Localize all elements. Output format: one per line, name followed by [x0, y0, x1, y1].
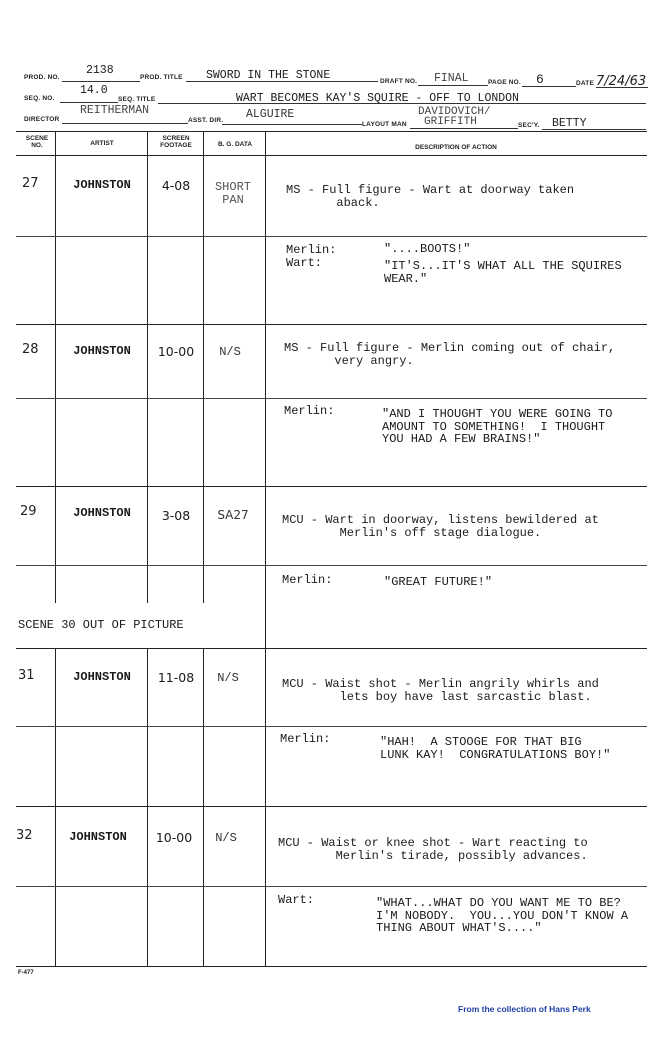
form-number: F-477: [18, 970, 34, 976]
prod-title: SWORD IN THE STONE: [206, 69, 331, 82]
bg-data: SA27: [217, 508, 249, 522]
artist: JOHNSTON: [69, 830, 127, 844]
scene-number: 28: [22, 342, 39, 357]
bg-data: N/S: [217, 671, 239, 685]
scene-number: 27: [22, 176, 39, 191]
artist: JOHNSTON: [73, 344, 131, 358]
dialogue-line: "WHAT...WHAT DO YOU WANT ME TO BE? I'M NOBODY. YOU...YOU DON'T KNOW A THING ABOUT WHAT'S....": [376, 896, 629, 935]
bg-data: N/S: [215, 831, 237, 845]
scene-number: 31: [18, 668, 35, 683]
draft-no: FINAL: [434, 72, 469, 85]
col-artist: ARTIST: [90, 140, 114, 147]
dialogue-line: "GREAT FUTURE!": [384, 575, 493, 589]
dialogue-character: Wart:: [286, 256, 323, 270]
artist: JOHNSTON: [73, 178, 131, 192]
draft-no-label: DRAFT NO.: [380, 78, 418, 85]
prod-no-label: PROD. NO.: [24, 74, 60, 81]
col-description: DESCRIPTION OF ACTION: [415, 144, 497, 151]
layout-man-label: LAYOUT MAN: [362, 121, 407, 128]
action-description: MS - Full figure - Wart at doorway taken aback.: [286, 183, 575, 210]
prod-title-label: PROD. TITLE: [140, 74, 183, 81]
dialogue-line: "IT'S...IT'S WHAT ALL THE SQUIRES WEAR.": [384, 259, 622, 286]
secy: BETTY: [552, 117, 587, 130]
seq-no: 14.0: [80, 84, 108, 97]
dialogue-line: "....BOOTS!": [384, 242, 471, 256]
seq-no-label: SEQ. NO.: [24, 95, 55, 102]
prod-no: 2138: [86, 64, 114, 77]
artist: JOHNSTON: [73, 670, 131, 684]
col-bg-data: B. G. DATA: [217, 141, 253, 148]
action-description: MCU - Wart in doorway, listens bewildered at Merlin's off stage dialogue.: [282, 513, 599, 540]
seq-title: WART BECOMES KAY'S SQUIRE - OFF TO LONDON: [236, 92, 519, 105]
asst-dir: ALGUIRE: [246, 108, 295, 121]
seq-title-label: SEQ. TITLE: [118, 96, 156, 103]
director-label: DIRECTOR: [24, 116, 60, 123]
artist: JOHNSTON: [73, 506, 131, 520]
action-description: MCU - Waist or knee shot - Wart reacting to Merlin's tirade, possibly advances.: [278, 836, 588, 863]
action-description: MCU - Waist shot - Merlin angrily whirls and lets boy have last sarcastic blast.: [282, 677, 599, 704]
dialogue-character: Merlin:: [284, 404, 335, 418]
layout-man-line-1: DAVIDOVICH/: [418, 106, 491, 118]
layout-man-line-2: GRIFFITH: [424, 116, 477, 128]
dialogue-character: Wart:: [278, 893, 315, 907]
screen-footage: 4-08: [161, 178, 191, 193]
page-no-label: PAGE NO.: [488, 79, 521, 86]
asst-dir-label: ASST. DIR.: [188, 117, 224, 124]
bg-data: N/S: [219, 345, 241, 359]
dialogue-line: "HAH! A STOOGE FOR THAT BIG LUNK KAY! CONGRATULATIONS BOY!": [380, 735, 611, 762]
col-screen-footage: SCREEN FOOTAGE: [160, 135, 192, 149]
action-description: MS - Full figure - Merlin coming out of chair, very angry.: [284, 341, 616, 368]
secy-label: SEC'Y.: [518, 122, 540, 129]
dialogue-line: "AND I THOUGHT YOU WERE GOING TO AMOUNT TO SOMETHING! I THOUGHT YOU HAD A FEW BRAINS!": [382, 407, 613, 446]
page-no: 6: [536, 72, 544, 87]
collection-credit: From the collection of Hans Perk: [458, 1004, 591, 1014]
scene-number: 32: [16, 828, 33, 843]
screen-footage: 3-08: [161, 508, 191, 523]
dialogue-character: Merlin:: [282, 573, 333, 587]
screen-footage: 11-08: [157, 670, 195, 685]
director: REITHERMAN: [80, 104, 150, 117]
scene-number: 29: [20, 504, 37, 519]
date: 7/24/63: [596, 74, 647, 89]
bg-data: SHORT PAN: [214, 180, 251, 207]
dialogue-character: Merlin:: [286, 243, 337, 257]
scene-out-note: SCENE 30 OUT OF PICTURE: [18, 618, 184, 632]
screen-footage: 10-00: [157, 344, 195, 359]
dialogue-character: Merlin:: [280, 732, 331, 746]
date-label: DATE: [576, 80, 595, 87]
screen-footage: 10-00: [155, 830, 193, 845]
col-scene-no: SCENE NO.: [25, 135, 49, 149]
